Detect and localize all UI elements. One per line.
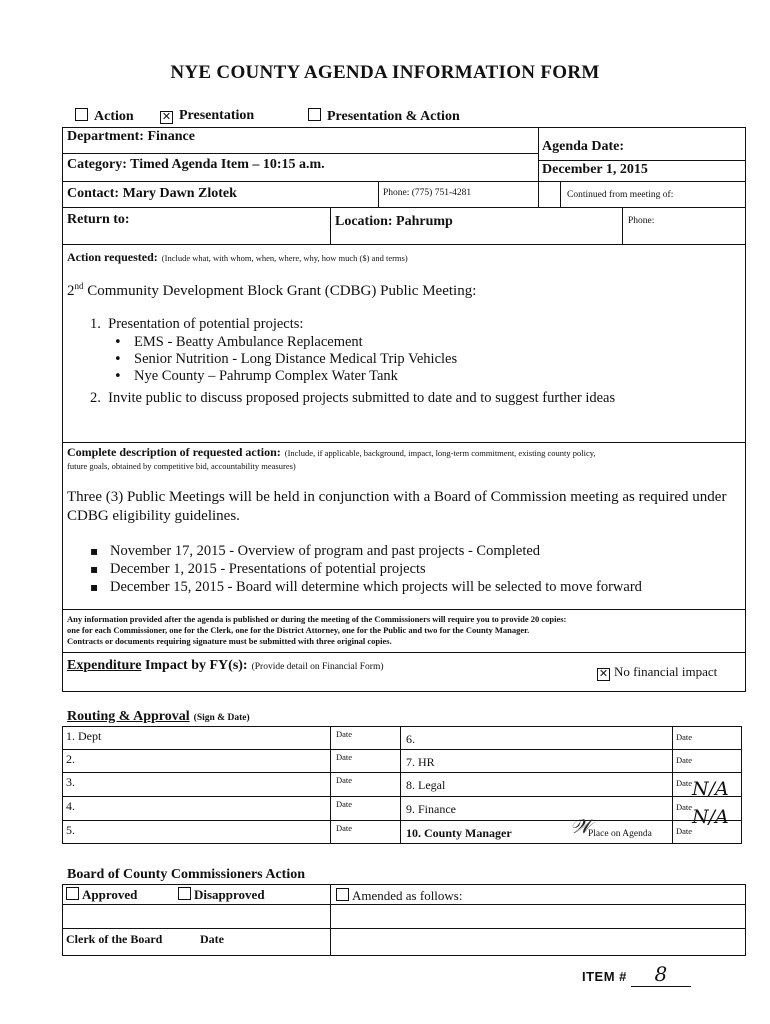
action-checkbox[interactable] [75,108,88,121]
date-label: Date [676,778,693,788]
routing-row-2: 2. [66,752,75,766]
manager-signature: 𝒲 [570,814,591,838]
option-presentation-label: Presentation [179,108,255,123]
no-financial-impact[interactable]: ✕ No financial impact [598,664,718,680]
return-to-field: Return to: [67,212,130,227]
approved-option[interactable]: Approved [66,887,137,903]
continued-from-field: Continued from meeting of: [567,190,674,200]
action-requested-label: Action requested: [67,250,158,264]
routing-row-8: 8. Legal [406,778,446,792]
expenditure-field: Expenditure Impact by FY(s): (Provide detail on Financial Form) [67,658,384,673]
disapproved-option[interactable]: Disapproved [178,887,265,903]
routing-row-5: 5. [66,823,75,837]
agenda-date-value: December 1, 2015 [542,162,648,177]
list-item: ▪ November 17, 2015 - Overview of program and past projects - Completed [88,543,642,560]
item-1: 1. Presentation of potential projects: [90,316,304,332]
routing-row-6: 6. [406,732,415,746]
approved-checkbox[interactable] [66,887,79,900]
clerk-label: Clerk of the Board [66,932,163,946]
item-number: ITEM # 8 [582,962,691,987]
place-on-agenda: Place on Agenda [588,829,652,839]
complete-description-heading: Complete description of requested action: (Include, if applicable, background, impact, long-term commitment, existing county policy, future goals, obtained by competitive bid, accountability measures) [67,445,596,471]
routing-row-3: 3. [66,775,75,789]
main-form-box [62,127,746,692]
option-action[interactable] [75,108,134,125]
amended-option[interactable]: Amended as follows: [336,888,462,904]
form-title: NYE COUNTY AGENDA INFORMATION FORM [170,62,600,83]
no-financial-impact-checkbox[interactable]: ✕ [598,667,609,680]
item-number-value: 8 [631,962,691,987]
meeting-title: 2nd Community Development Block Grant (CDBG) Public Meeting: [67,281,477,299]
department-field: Department: Finance [67,129,195,144]
option-presentation-action-label: Presentation & Action [327,109,460,124]
na-mark-legal: N/A [692,778,729,800]
routing-table [62,726,742,844]
disapproved-checkbox[interactable] [178,887,191,900]
clerk-date-label: Date [200,932,224,946]
item-2: 2. Invite public to discuss proposed projects submitted to date and to suggest further ideas [90,390,616,406]
routing-heading: Routing & Approval (Sign & Date) [67,709,250,724]
amended-checkbox[interactable] [336,888,349,901]
project-list [112,334,457,385]
date-label: Date [336,775,353,785]
agenda-date-label: Agenda Date: [542,139,625,154]
phone-field: Phone: (775) 751-4281 [383,188,472,198]
list-item: • Nye County – Pahrump Complex Water Tank [112,368,457,385]
routing-row-10: 10. County Manager [406,826,512,840]
notice-text: Any information provided after the agenda is published or during the meeting of the Commissioners will require you to provide 20 copies: one for each Commissioner, one for the Clerk, one for the District Attorney, one for the Public and two for the County Manager. Contracts or documents requiring signature must be submitted with three original copies. [67,614,567,646]
list-item: • EMS - Beatty Ambulance Replacement [112,334,457,351]
location-phone-field: Phone: [628,216,655,226]
date-label: Date [676,826,693,836]
na-mark-finance: N/A [692,806,729,828]
category-field: Category: Timed Agenda Item – 10:15 a.m. [67,157,325,172]
date-label: Date [336,752,353,762]
meeting-list [88,543,642,596]
list-item: ▪ December 1, 2015 - Presentations of potential projects [88,561,642,578]
date-label: Date [336,799,353,809]
date-label: Date [336,729,353,739]
option-presentation[interactable] [160,108,254,124]
presentation-checkbox[interactable]: ✕ [161,110,172,123]
routing-row-1: 1. Dept [66,729,102,743]
routing-row-7: 7. HR [406,755,435,769]
complete-description-label: Complete description of requested action: [67,445,281,459]
option-presentation-action[interactable] [308,108,460,125]
date-label: Date [676,755,693,765]
description-paragraph: Three (3) Public Meetings will be held in conjunction with a Board of Commission meeting as required under CDBG eligibility guidelines. [67,489,727,524]
presentation-action-checkbox[interactable] [308,108,321,121]
list-item: • Senior Nutrition - Long Distance Medical Trip Vehicles [112,351,457,368]
location-field: Location: Pahrump [335,214,453,229]
date-label: Date [676,732,693,742]
action-requested-hint: (Include what, with whom, when, where, why, how much ($) and terms) [161,253,408,263]
option-action-label: Action [94,109,134,124]
contact-field: Contact: Mary Dawn Zlotek [67,186,237,201]
date-label: Date [676,802,693,812]
action-requested-heading [67,248,408,266]
routing-row-4: 4. [66,799,75,813]
routing-row-9: 9. Finance [406,802,456,816]
date-label: Date [336,823,353,833]
board-heading: Board of County Commissioners Action [67,867,306,882]
list-item: ▪ December 15, 2015 - Board will determine which projects will be selected to move forward [88,579,642,596]
